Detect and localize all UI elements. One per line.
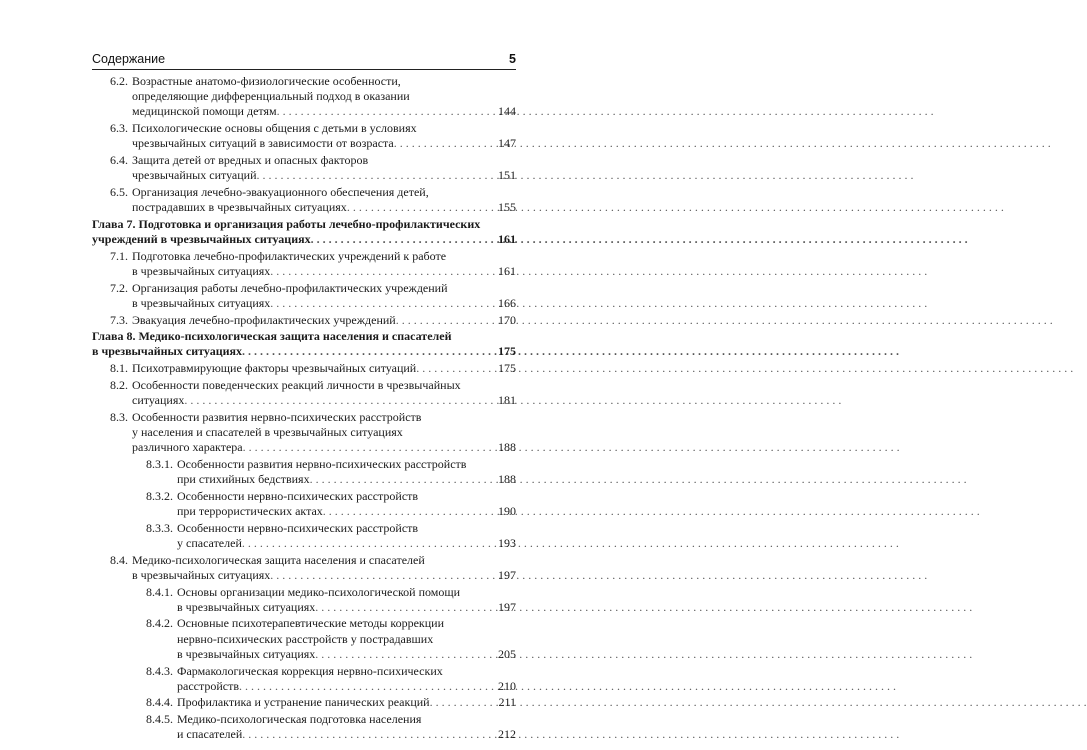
toc-text: в чрезвычайных ситуациях bbox=[132, 263, 271, 278]
toc-number: 6.3. bbox=[110, 121, 128, 136]
toc-page-number: 205 bbox=[498, 646, 516, 661]
toc-page-number: 211 bbox=[498, 695, 516, 710]
dot-leader bbox=[257, 168, 496, 183]
toc-number: 7.2. bbox=[110, 280, 128, 295]
toc-page-number: 155 bbox=[498, 200, 516, 215]
toc-line bbox=[92, 168, 516, 183]
toc-line bbox=[92, 329, 516, 344]
toc-line bbox=[92, 695, 516, 710]
toc-text: в чрезвычайных ситуациях bbox=[177, 646, 316, 661]
toc-entry bbox=[92, 361, 516, 376]
table-of-contents bbox=[92, 74, 516, 744]
toc-line bbox=[92, 232, 516, 247]
toc-line bbox=[92, 440, 516, 455]
dot-leader bbox=[239, 679, 496, 694]
toc-text: пострадавших в чрезвычайных ситуациях bbox=[132, 200, 347, 215]
toc-line bbox=[92, 249, 516, 264]
dot-leader bbox=[311, 232, 496, 247]
toc-text: Глава 7. Подготовка и организация работы лечебно-профилактических bbox=[92, 216, 481, 231]
toc-line bbox=[92, 600, 516, 615]
toc-text: Защита детей от вредных и опасных факторов bbox=[132, 153, 369, 168]
toc-text: в чрезвычайных ситуациях bbox=[132, 567, 271, 582]
toc-number: 6.4. bbox=[110, 153, 128, 168]
dot-leader bbox=[315, 600, 496, 615]
toc-text: в чрезвычайных ситуациях bbox=[132, 295, 271, 310]
toc-text: при террористических актах bbox=[177, 503, 323, 518]
dot-leader bbox=[394, 136, 496, 151]
toc-page-number: 170 bbox=[498, 312, 516, 327]
toc-text: Психологические основы общения с детьми в условиях bbox=[132, 121, 417, 136]
toc-text: Психотравмирующие факторы чрезвычайных ситуаций bbox=[132, 361, 417, 376]
toc-line bbox=[92, 616, 516, 631]
toc-text: Организация работы лечебно-профилактических учреждений bbox=[132, 280, 448, 295]
toc-text: у спасателей bbox=[177, 535, 242, 550]
toc-number: 8.3.2. bbox=[146, 488, 173, 503]
header-rule bbox=[92, 69, 516, 70]
dot-leader bbox=[270, 264, 496, 279]
dot-leader bbox=[416, 361, 496, 376]
toc-entry bbox=[92, 457, 516, 487]
toc-text: Подготовка лечебно-профилактических учреждений к работе bbox=[132, 248, 447, 263]
toc-entry bbox=[92, 695, 516, 710]
toc-number: 6.5. bbox=[110, 184, 128, 199]
toc-entry bbox=[92, 121, 516, 151]
toc-number: 8.4. bbox=[110, 552, 128, 567]
toc-text: Особенности поведенческих реакций личности в чрезвычайных bbox=[132, 377, 461, 392]
toc-text: в чрезвычайных ситуациях bbox=[92, 344, 243, 359]
toc-entry bbox=[92, 281, 516, 311]
dot-leader bbox=[347, 200, 496, 215]
toc-line bbox=[92, 153, 516, 168]
toc-text: Медико-психологическая защита населения и спасателей bbox=[132, 552, 425, 567]
toc-number: 7.3. bbox=[110, 312, 128, 327]
toc-line bbox=[92, 121, 516, 136]
toc-page-number: 210 bbox=[498, 678, 516, 693]
toc-text: Основные психотерапевтические методы коррекции bbox=[177, 616, 444, 631]
toc-text: Основы организации медико-психологической помощи bbox=[177, 584, 461, 599]
toc-page-number: 197 bbox=[498, 567, 516, 582]
dot-leader bbox=[270, 296, 496, 311]
toc-line bbox=[92, 727, 516, 742]
toc-line bbox=[92, 296, 516, 311]
toc-line bbox=[92, 313, 516, 328]
toc-line bbox=[92, 585, 516, 600]
toc-page-number: 161 bbox=[498, 232, 516, 247]
toc-entry bbox=[92, 249, 516, 279]
dot-leader bbox=[310, 472, 496, 487]
toc-page-number: 188 bbox=[498, 440, 516, 455]
toc-number: 8.4.5. bbox=[146, 712, 173, 727]
toc-page-number: 188 bbox=[498, 472, 516, 487]
toc-text: ситуациях bbox=[132, 393, 185, 408]
toc-page-number: 144 bbox=[498, 104, 516, 119]
toc-line bbox=[92, 136, 516, 151]
toc-text: Профилактика и устранение панических реакций bbox=[177, 695, 430, 710]
dot-leader bbox=[243, 440, 496, 455]
running-header bbox=[92, 52, 516, 68]
toc-line bbox=[92, 89, 516, 104]
toc-entry bbox=[92, 378, 516, 408]
toc-line bbox=[92, 489, 516, 504]
toc-text: Особенности нервно-психических расстройств bbox=[177, 520, 419, 535]
toc-text: чрезвычайных ситуаций bbox=[132, 168, 257, 183]
toc-text: Особенности нервно-психических расстройств bbox=[177, 488, 419, 503]
toc-line bbox=[92, 521, 516, 536]
toc-text: медицинской помощи детям bbox=[132, 104, 277, 119]
toc-number: 8.2. bbox=[110, 377, 128, 392]
toc-entry bbox=[92, 185, 516, 215]
toc-line bbox=[92, 74, 516, 89]
dot-leader bbox=[323, 504, 496, 519]
toc-page-number: 151 bbox=[498, 168, 516, 183]
toc-line bbox=[92, 200, 516, 215]
toc-text: в чрезвычайных ситуациях bbox=[177, 599, 316, 614]
toc-line bbox=[92, 664, 516, 679]
toc-page-number: 197 bbox=[498, 599, 516, 614]
toc-text: Глава 8. Медико-психологическая защита населения и спасателей bbox=[92, 329, 452, 344]
toc-text: расстройств bbox=[177, 678, 240, 693]
toc-text: нервно-психических расстройств у пострадавших bbox=[177, 631, 434, 646]
toc-line bbox=[92, 185, 516, 200]
toc-number: 8.4.4. bbox=[146, 695, 173, 710]
toc-page-number: 181 bbox=[498, 393, 516, 408]
toc-entry bbox=[92, 489, 516, 519]
toc-text: при стихийных бедствиях bbox=[177, 472, 310, 487]
toc-line bbox=[92, 361, 516, 376]
dot-leader bbox=[430, 695, 497, 710]
toc-number: 8.4.3. bbox=[146, 663, 173, 678]
toc-line bbox=[92, 344, 516, 359]
toc-line bbox=[92, 457, 516, 472]
toc-text: у населения и спасателей в чрезвычайных ситуациях bbox=[132, 424, 403, 439]
toc-line bbox=[92, 647, 516, 662]
toc-page-number: 161 bbox=[498, 263, 516, 278]
toc-text: Особенности развития нервно-психических расстройств bbox=[132, 409, 422, 424]
toc-text: различного характера bbox=[132, 440, 243, 455]
toc-page-number: 175 bbox=[498, 344, 516, 359]
toc-page-number: 190 bbox=[498, 503, 516, 518]
toc-entry bbox=[92, 521, 516, 551]
toc-entry bbox=[92, 712, 516, 742]
toc-text: Возрастные анатомо-физиологические особенности, bbox=[132, 74, 401, 88]
toc-line bbox=[92, 264, 516, 279]
toc-line bbox=[92, 378, 516, 393]
toc-line bbox=[92, 568, 516, 583]
dot-leader bbox=[396, 313, 496, 328]
toc-chapter bbox=[92, 217, 516, 247]
dot-leader bbox=[242, 727, 496, 742]
toc-text: Медико-психологическая подготовка населения bbox=[177, 712, 422, 727]
toc-entry bbox=[92, 410, 516, 456]
dot-leader bbox=[315, 647, 496, 662]
toc-number: 6.2. bbox=[110, 74, 128, 88]
dot-leader bbox=[242, 344, 496, 359]
dot-leader bbox=[184, 393, 496, 408]
toc-line bbox=[92, 393, 516, 408]
toc-page-number: 212 bbox=[498, 727, 516, 742]
toc-entry bbox=[92, 553, 516, 583]
toc-text: Фармакологическая коррекция нервно-психических bbox=[177, 663, 443, 678]
toc-text: Организация лечебно-эвакуационного обеспечения детей, bbox=[132, 184, 429, 199]
toc-line bbox=[92, 281, 516, 296]
toc-line bbox=[92, 425, 516, 440]
toc-entry bbox=[92, 664, 516, 694]
toc-page-number: 193 bbox=[498, 535, 516, 550]
toc-line bbox=[92, 472, 516, 487]
toc-number: 7.1. bbox=[110, 248, 128, 263]
toc-entry bbox=[92, 313, 516, 328]
toc-number: 8.4.1. bbox=[146, 584, 173, 599]
toc-number: 8.3.3. bbox=[146, 520, 173, 535]
toc-text: чрезвычайных ситуаций в зависимости от возраста bbox=[132, 136, 394, 151]
toc-text: учреждений в чрезвычайных ситуациях bbox=[92, 232, 311, 247]
toc-line bbox=[92, 553, 516, 568]
toc-number: 8.3. bbox=[110, 409, 128, 424]
header-title: Содержание bbox=[92, 52, 166, 66]
dot-leader bbox=[242, 536, 496, 551]
toc-page-number: 166 bbox=[498, 295, 516, 310]
toc-number: 8.4.2. bbox=[146, 616, 173, 631]
toc-line bbox=[92, 712, 516, 727]
toc-text: Особенности развития нервно-психических расстройств bbox=[177, 456, 467, 471]
toc-line bbox=[92, 679, 516, 694]
toc-page-number: 175 bbox=[498, 361, 516, 376]
toc-page-number: 147 bbox=[498, 136, 516, 151]
toc-line bbox=[92, 104, 516, 119]
toc-entry bbox=[92, 153, 516, 183]
toc-entry bbox=[92, 616, 516, 662]
toc-line bbox=[92, 410, 516, 425]
toc-text: и спасателей bbox=[177, 727, 243, 742]
toc-number: 8.1. bbox=[110, 361, 128, 376]
toc-line bbox=[92, 217, 516, 232]
toc-number: 8.3.1. bbox=[146, 456, 173, 471]
dot-leader bbox=[277, 104, 496, 119]
toc-chapter bbox=[92, 329, 516, 359]
toc-text: определяющие дифференциальный подход в оказании bbox=[132, 89, 410, 104]
toc-line bbox=[92, 632, 516, 647]
toc-line bbox=[92, 504, 516, 519]
toc-line bbox=[92, 536, 516, 551]
toc-entry bbox=[92, 585, 516, 615]
toc-text: Эвакуация лечебно-профилактических учреждений bbox=[132, 312, 396, 327]
page-number: 5 bbox=[509, 52, 516, 66]
toc-entry bbox=[92, 74, 516, 120]
dot-leader bbox=[270, 568, 496, 583]
